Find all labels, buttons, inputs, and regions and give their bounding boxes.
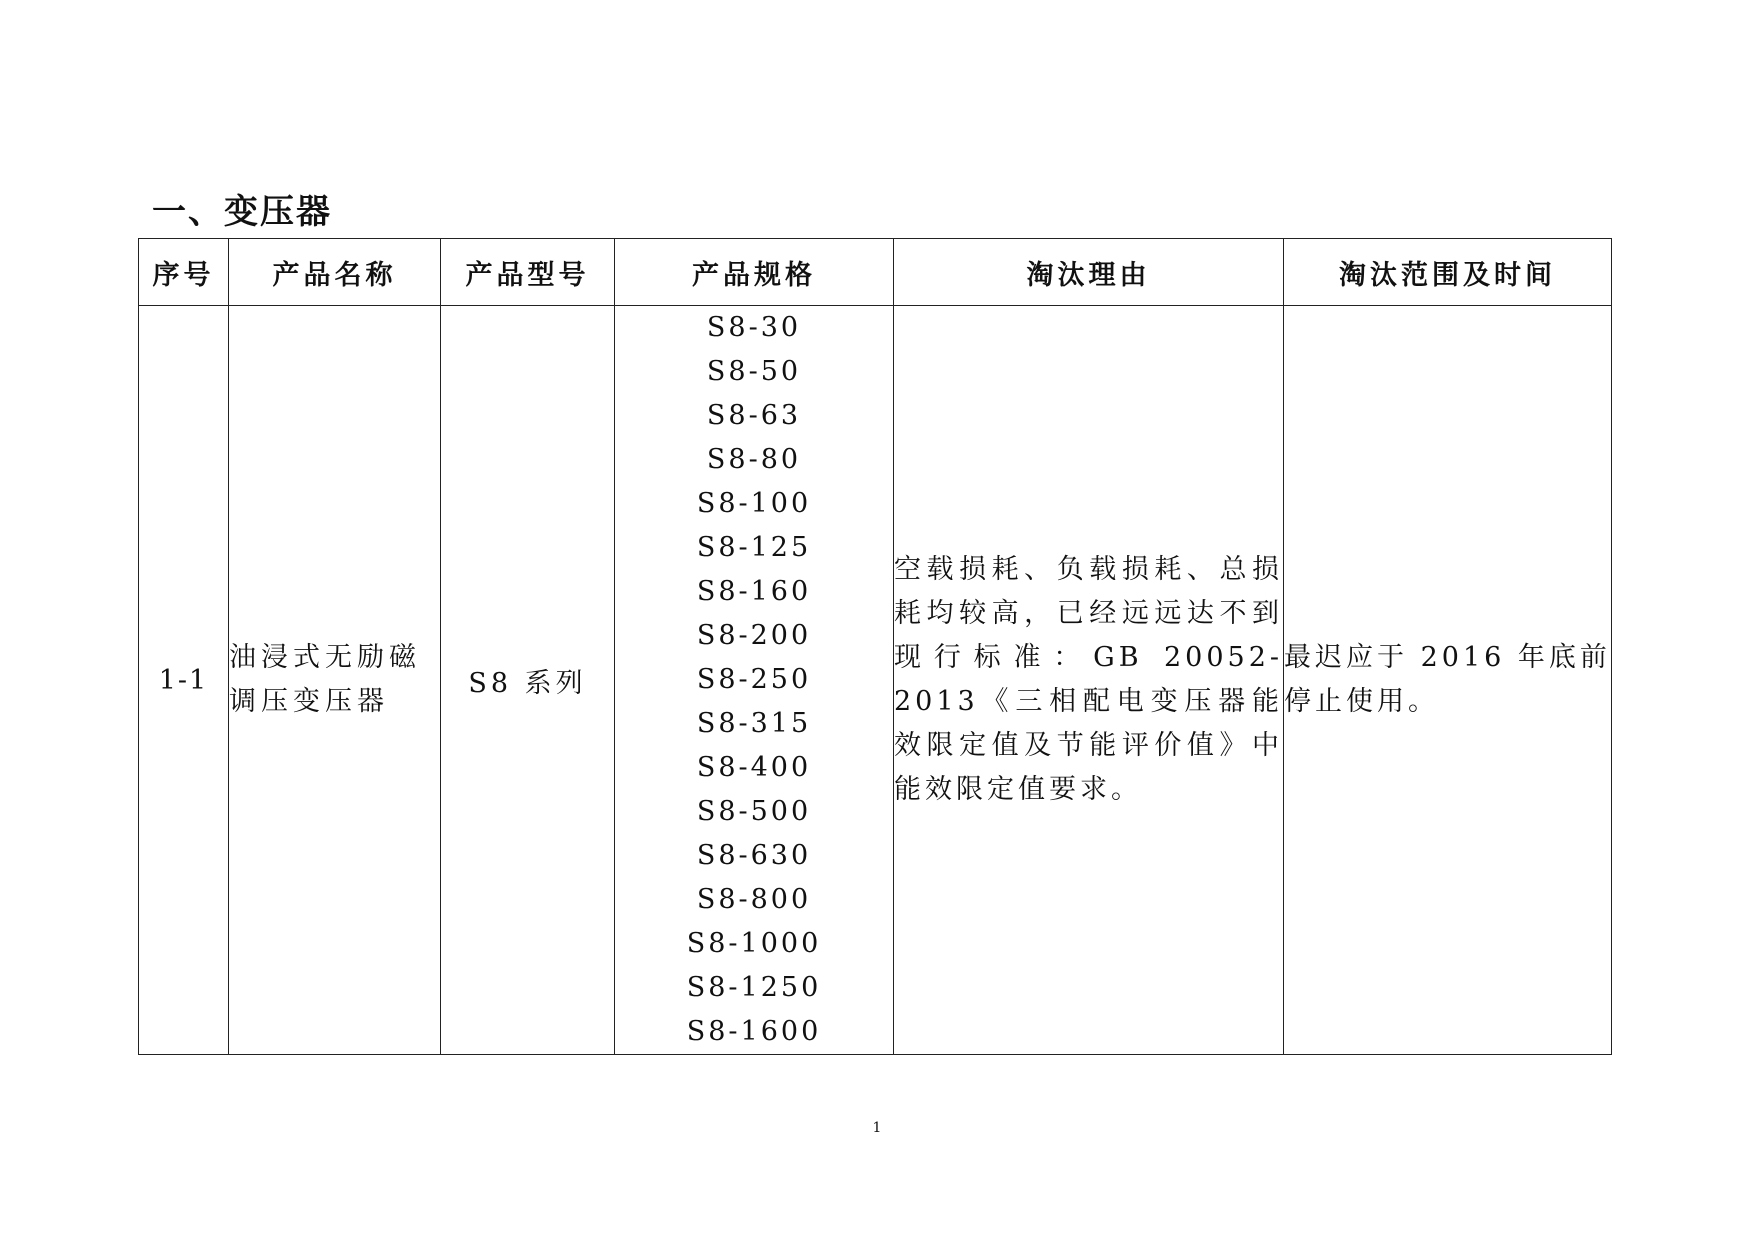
spec-item: S8-125 (696, 532, 812, 563)
spec-item: S8-250 (696, 664, 812, 695)
cell-product-model: S8 系列 (441, 306, 615, 1055)
header-scope-time: 淘汰范围及时间 (1284, 239, 1612, 306)
table-header-row (139, 239, 1612, 306)
spec-item: S8-1250 (686, 972, 822, 1003)
spec-item: S8-200 (696, 620, 812, 651)
spec-item: S8-1000 (686, 928, 822, 959)
page-number: 1 (872, 1120, 882, 1136)
spec-item: S8-800 (696, 884, 812, 915)
spec-item: S8-100 (696, 488, 812, 519)
header-seq: 序号 (139, 239, 229, 306)
cell-seq: 1-1 (139, 306, 229, 1055)
header-product-spec: 产品规格 (615, 239, 894, 306)
spec-item: S8-63 (706, 400, 802, 431)
header-product-name: 产品名称 (229, 239, 441, 306)
header-reason: 淘汰理由 (894, 239, 1284, 306)
table-row (139, 306, 1612, 1055)
spec-item: S8-30 (706, 312, 802, 343)
spec-item: S8-630 (696, 840, 812, 871)
spec-item: S8-160 (696, 576, 812, 607)
spec-item: S8-50 (706, 356, 802, 387)
cell-scope-time: 最迟应于 2016 年底前停止使用。 (1284, 306, 1612, 1055)
spec-item: S8-400 (696, 752, 812, 783)
cell-product-name: 油浸式无励磁调压变压器 (229, 306, 441, 1055)
cell-reason: 空载损耗、负载损耗、总损耗均较高，已经远远达不到现行标准：GB 20052-2013《三相配电变压器能效限定值及节能评价值》中能效限定值要求。 (894, 306, 1284, 1055)
spec-item: S8-1600 (686, 1016, 822, 1047)
spec-item: S8-80 (706, 444, 802, 475)
cell-product-spec (615, 306, 894, 1055)
spec-item: S8-315 (696, 708, 812, 739)
header-product-model: 产品型号 (441, 239, 615, 306)
spec-item: S8-500 (696, 796, 812, 827)
section-title: 一、变压器 (152, 192, 332, 232)
eliminated-products-table (138, 238, 1612, 1055)
